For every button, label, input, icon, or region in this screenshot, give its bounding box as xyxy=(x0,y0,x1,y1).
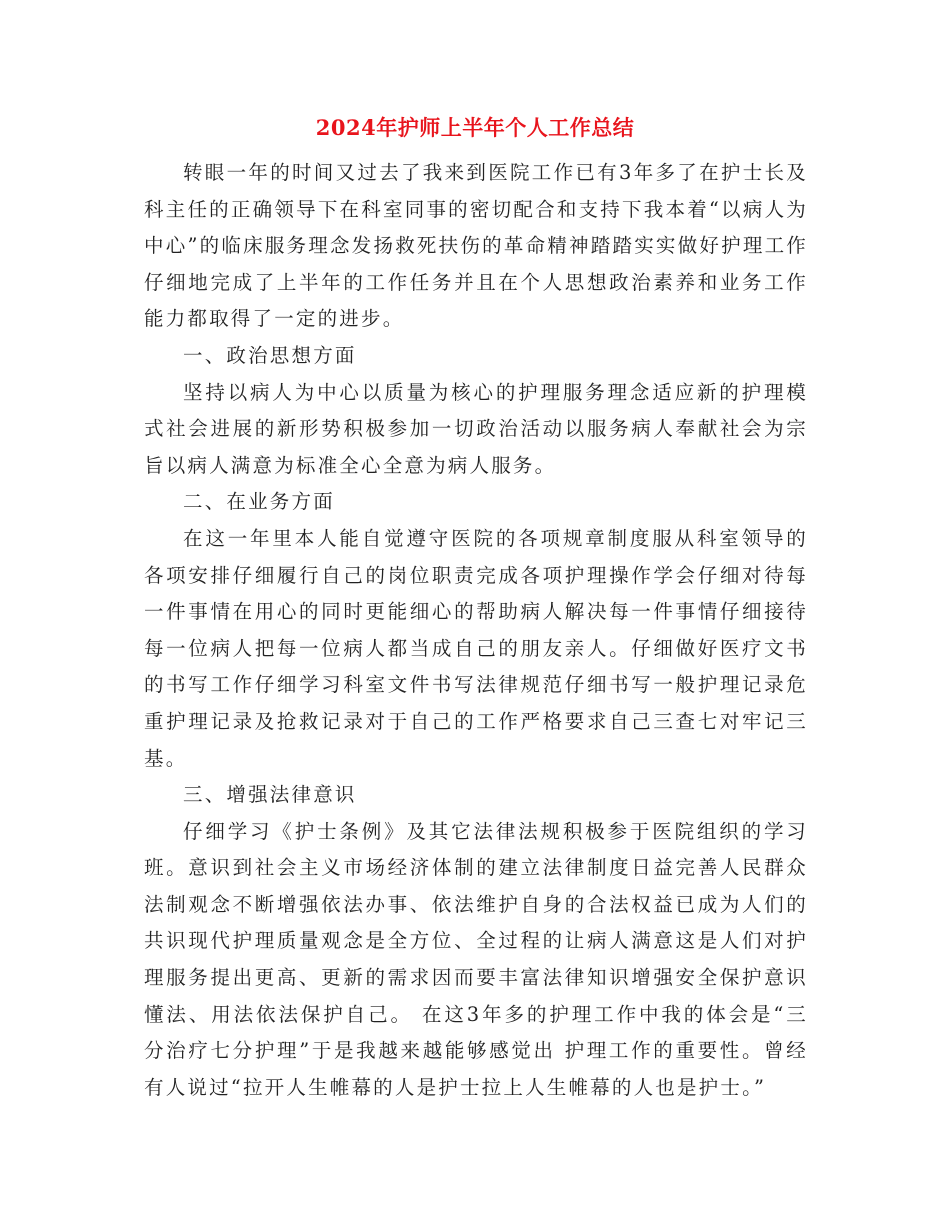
section-heading-politics: 一、政治思想方面 xyxy=(183,343,357,367)
politics-paragraph: 坚持以病人为中心以质量为核心的护理服务理念适应新的护理模式社会进展的新形势积极参加一切政治活动以服务病人奉献社会为宗旨以病人满意为标准全心全意为病人服务。 xyxy=(144,380,808,477)
law-paragraph: 仔细学习《护士条例》及其它法律法规积极参于医院组织的学习班。意识到社会主义市场经济体制的建立法律制度日益完善人民群众法制观念不断增强依法办事、依法维护自身的合法权益已成为人们的共识现代护理质量观念是全方位、全过程的让病人满意这是人们对护理服务提出更高、更新的需求因而要丰富法律知识增强安全保护意识懂法、用法依法保护自己。 在这3年多的护理工作中我的体会是“三分治疗七分护理”于是我越来越能够感觉出 护理工作的重要性。曾经有人说过“拉开人生帷幕的人是护士拉上人生帷幕的人也是护士。” xyxy=(144,819,808,1099)
section-heading-business: 二、在业务方面 xyxy=(183,490,335,514)
document-title: 2024年护师上半年个人工作总结 xyxy=(315,115,635,140)
document-body xyxy=(144,155,808,1106)
business-paragraph: 在这一年里本人能自觉遵守医院的各项规章制度服从科室领导的各项安排仔细履行自己的岗位职责完成各项护理操作学会仔细对待每一件事情在用心的同时更能细心的帮助病人解决每一件事情仔细接待每一位病人把每一位病人都当成自己的朋友亲人。仔细做好医疗文书的书写工作仔细学习科室文件书写法律规范仔细书写一般护理记录危重护理记录及抢救记录对于自己的工作严格要求自己三查七对牢记三基。 xyxy=(144,526,808,770)
section-heading-law: 三、增强法律意识 xyxy=(183,783,357,807)
intro-paragraph: 转眼一年的时间又过去了我来到医院工作已有3年多了在护士长及科主任的正确领导下在科室同事的密切配合和支持下我本着“以病人为中心”的临床服务理念发扬救死扶伤的革命精神踏踏实实做好护理工作仔细地完成了上半年的工作任务并且在个人思想政治素养和业务工作能力都取得了一定的进步。 xyxy=(144,161,808,331)
